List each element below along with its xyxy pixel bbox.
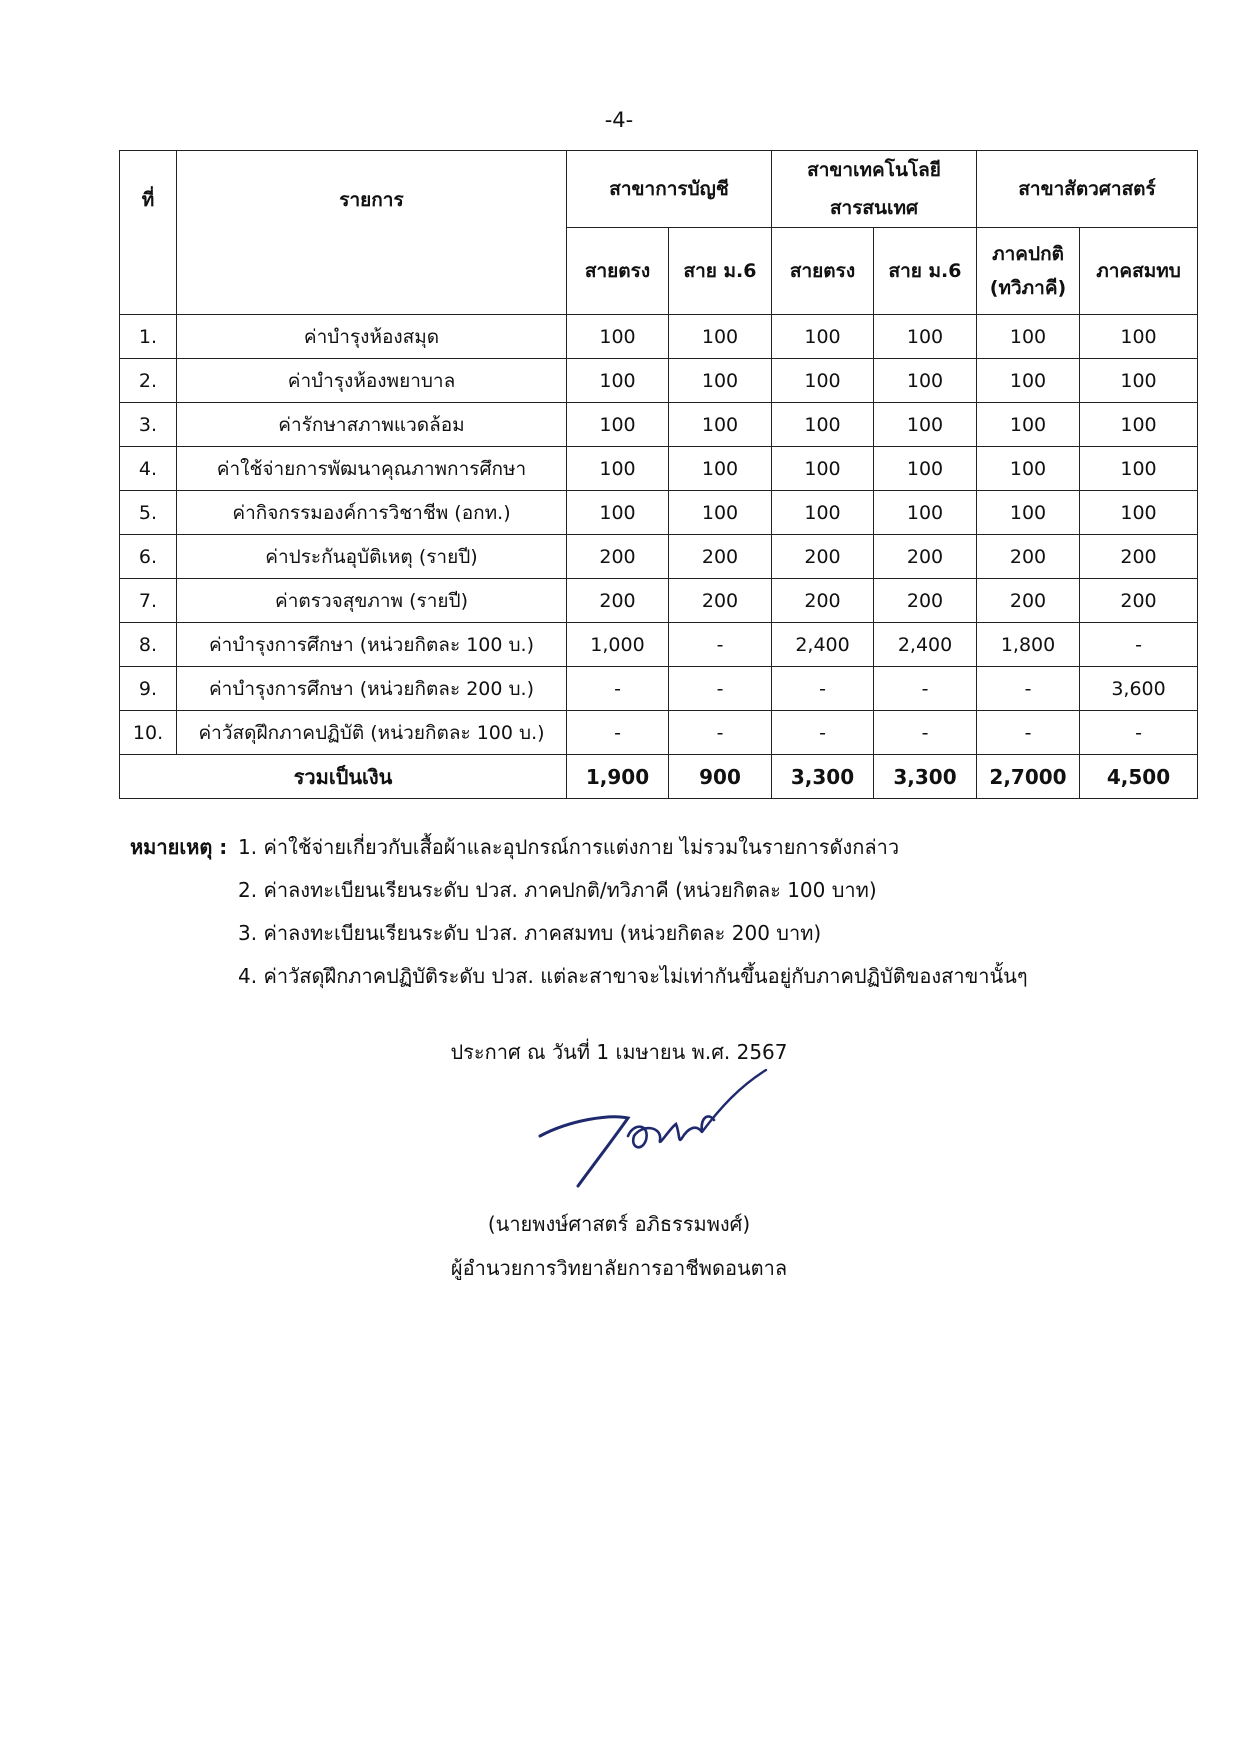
fee-cell: 200 (669, 535, 772, 579)
fee-cell: 200 (772, 579, 874, 623)
fee-cell: - (1080, 623, 1198, 667)
fee-cell: 100 (874, 315, 977, 359)
header-group-it: สาขาเทคโนโลยีสารสนเทศ (772, 151, 977, 228)
row-item: ค่าใช้จ่ายการพัฒนาคุณภาพการศึกษา (177, 447, 567, 491)
fee-cell: - (977, 667, 1080, 711)
fee-table (119, 150, 1198, 799)
fee-cell: 100 (772, 315, 874, 359)
row-number: 1. (120, 315, 177, 359)
fee-cell: 100 (977, 447, 1080, 491)
signer-title: ผู้อำนวยการวิทยาลัยการอาชีพดอนตาล (450, 1256, 788, 1280)
signer-name: (นายพงษ์ศาสตร์ อภิธรรมพงศ์) (487, 1212, 751, 1236)
fee-cell: 100 (669, 315, 772, 359)
total-label: รวมเป็นเงิน (120, 755, 567, 799)
fee-cell: 100 (1080, 359, 1198, 403)
row-number: 5. (120, 491, 177, 535)
table-row (120, 711, 1198, 755)
fee-cell: - (669, 667, 772, 711)
subheader: สาย ม.6 (874, 228, 977, 315)
fee-cell: 100 (977, 491, 1080, 535)
total-cell: 3,300 (772, 755, 874, 799)
notes-label: หมายเหตุ : (130, 835, 228, 859)
note-item: 2. ค่าลงทะเบียนเรียนระดับ ปวส. ภาคปกติ/ทวิภาคี (หน่วยกิตละ 100 บาท) (238, 878, 877, 902)
row-item: ค่าบำรุงห้องพยาบาล (177, 359, 567, 403)
fee-cell: 100 (567, 315, 669, 359)
fee-cell: 100 (669, 359, 772, 403)
note-item: 3. ค่าลงทะเบียนเรียนระดับ ปวส. ภาคสมทบ (หน่วยกิตละ 200 บาท) (238, 921, 822, 945)
total-cell: 900 (669, 755, 772, 799)
fee-cell: - (567, 667, 669, 711)
fee-cell: 200 (669, 579, 772, 623)
fee-cell: 1,800 (977, 623, 1080, 667)
note-item: 4. ค่าวัสดุฝึกภาคปฏิบัติระดับ ปวส. แต่ละสาขาจะไม่เท่ากันขึ้นอยู่กับภาคปฏิบัติของสาขานั้นๆ (238, 964, 1028, 988)
total-cell: 1,900 (567, 755, 669, 799)
subheader: ภาคปกติ (ทวิภาคี) (977, 228, 1080, 315)
fee-cell: 100 (977, 403, 1080, 447)
fee-cell: 200 (567, 535, 669, 579)
total-row (120, 755, 1198, 799)
fee-cell: 100 (874, 447, 977, 491)
total-cell: 2,7000 (977, 755, 1080, 799)
fee-cell: 100 (669, 447, 772, 491)
fee-cell: - (669, 711, 772, 755)
fee-cell: 100 (1080, 447, 1198, 491)
table-row (120, 535, 1198, 579)
fee-cell: 3,600 (1080, 667, 1198, 711)
row-item: ค่ารักษาสภาพแวดล้อม (177, 403, 567, 447)
fee-cell: 100 (567, 403, 669, 447)
announcement-date: ประกาศ ณ วันที่ 1 เมษายน พ.ศ. 2567 (450, 1040, 788, 1064)
row-number: 8. (120, 623, 177, 667)
fee-cell: 200 (772, 535, 874, 579)
fee-cell: - (874, 711, 977, 755)
fee-cell: - (567, 711, 669, 755)
row-number: 10. (120, 711, 177, 755)
fee-cell: 100 (669, 403, 772, 447)
fee-cell: 100 (977, 359, 1080, 403)
fee-cell: 200 (874, 535, 977, 579)
row-item: ค่าวัสดุฝึกภาคปฏิบัติ (หน่วยกิตละ 100 บ.) (177, 711, 567, 755)
row-item: ค่ากิจกรรมองค์การวิชาชีพ (อกท.) (177, 491, 567, 535)
row-item: ค่าบำรุงการศึกษา (หน่วยกิตละ 200 บ.) (177, 667, 567, 711)
fee-cell: 100 (874, 403, 977, 447)
row-item: ค่าบำรุงการศึกษา (หน่วยกิตละ 100 บ.) (177, 623, 567, 667)
fee-cell: 100 (772, 359, 874, 403)
fee-cell: 100 (874, 491, 977, 535)
header-group-animal-science: สาขาสัตวศาสตร์ (977, 151, 1198, 228)
subheader: ภาคสมทบ (1080, 228, 1198, 315)
fee-cell: 100 (567, 491, 669, 535)
table-row (120, 315, 1198, 359)
row-item: ค่าประกันอุบัติเหตุ (รายปี) (177, 535, 567, 579)
fee-cell: - (772, 711, 874, 755)
fee-cell: 100 (772, 491, 874, 535)
table-row (120, 667, 1198, 711)
row-number: 7. (120, 579, 177, 623)
table-row (120, 447, 1198, 491)
row-number: 9. (120, 667, 177, 711)
fee-cell: 100 (1080, 315, 1198, 359)
page-number: -4- (604, 108, 634, 132)
fee-cell: 2,400 (874, 623, 977, 667)
row-number: 2. (120, 359, 177, 403)
row-number: 4. (120, 447, 177, 491)
fee-cell: 100 (977, 315, 1080, 359)
fee-cell: 2,400 (772, 623, 874, 667)
total-cell: 4,500 (1080, 755, 1198, 799)
fee-cell: 100 (669, 491, 772, 535)
fee-cell: 200 (567, 579, 669, 623)
fee-cell: 200 (977, 579, 1080, 623)
note-item: 1. ค่าใช้จ่ายเกี่ยวกับเสื้อผ้าและอุปกรณ์การแต่งกาย ไม่รวมในรายการดังกล่าว (238, 835, 900, 859)
fee-cell: 100 (1080, 491, 1198, 535)
header-group-accounting: สาขาการบัญชี (567, 151, 772, 228)
fee-cell: 100 (1080, 403, 1198, 447)
subheader: สายตรง (567, 228, 669, 315)
fee-cell: - (772, 667, 874, 711)
notes (130, 826, 1028, 998)
table-row (120, 623, 1198, 667)
fee-cell: 200 (1080, 535, 1198, 579)
subheader: สายตรง (772, 228, 874, 315)
table-row (120, 491, 1198, 535)
fee-cell: - (669, 623, 772, 667)
table-row (120, 359, 1198, 403)
fee-cell: 200 (1080, 579, 1198, 623)
fee-cell: 200 (874, 579, 977, 623)
subheader: สาย ม.6 (669, 228, 772, 315)
fee-cell: - (1080, 711, 1198, 755)
fee-cell: 100 (874, 359, 977, 403)
table-row (120, 403, 1198, 447)
fee-cell: 1,000 (567, 623, 669, 667)
row-item: ค่าตรวจสุขภาพ (รายปี) (177, 579, 567, 623)
fee-cell: 100 (772, 403, 874, 447)
fee-cell: 100 (567, 447, 669, 491)
fee-cell: 100 (567, 359, 669, 403)
total-cell: 3,300 (874, 755, 977, 799)
fee-cell: 200 (977, 535, 1080, 579)
fee-cell: 100 (772, 447, 874, 491)
fee-cell: - (874, 667, 977, 711)
header-item: รายการ (177, 151, 567, 315)
row-number: 3. (120, 403, 177, 447)
fee-cell: - (977, 711, 1080, 755)
signature (530, 1068, 770, 1204)
header-no: ที่ (120, 151, 177, 315)
row-number: 6. (120, 535, 177, 579)
table-row (120, 579, 1198, 623)
row-item: ค่าบำรุงห้องสมุด (177, 315, 567, 359)
